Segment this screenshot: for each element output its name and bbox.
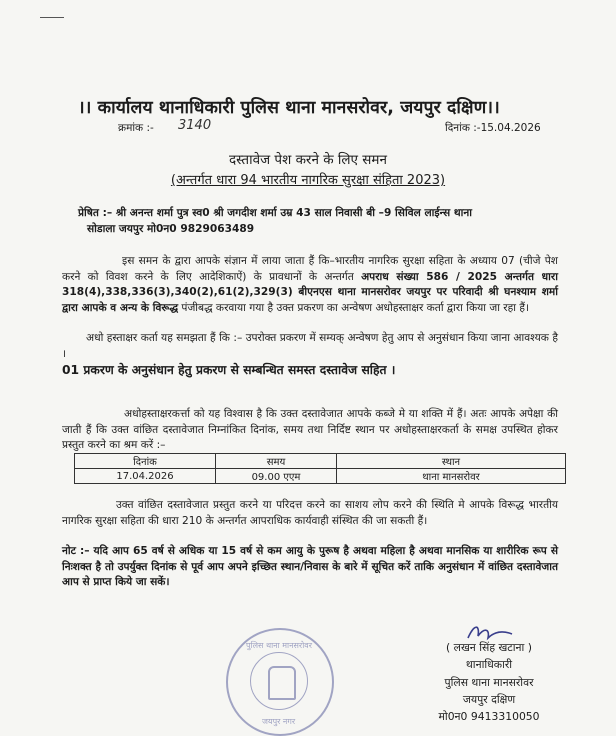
- signatory-phone: मो0न0 9413310050: [438, 710, 540, 723]
- seal-text-bottom: जयपुर नगर: [262, 717, 296, 726]
- cell-time: 09.00 एएम: [216, 469, 337, 484]
- schedule-row: [75, 469, 566, 484]
- seal-text-top: पुलिस थाना मानसरोवर: [246, 641, 312, 650]
- addressee-line-2: सोडाला जयपुर मो0न0 9829063489: [87, 223, 255, 235]
- emblem-icon: [268, 666, 296, 700]
- addressee-line-1: प्रेषित :– श्री अनन्त शर्मा पुत्र स्व0 श्री जगदीश शर्मा उम्र 43 साल निवासी बी –9 सिविल लाईन्स थाना: [78, 207, 472, 219]
- signatory-station: पुलिस थाना मानसरोवर: [444, 676, 534, 689]
- signatory-name: ( लखन सिंह खटाना ): [446, 641, 532, 654]
- issue-date: दिनांक :-15.04.2026: [445, 122, 541, 134]
- schedule-header-row: [75, 454, 566, 469]
- header-time: समय: [216, 454, 337, 469]
- cell-date: 17.04.2026: [75, 469, 216, 484]
- paragraph-investigation: अधो हस्ताक्षर कर्ता यह समझता हैं कि :– उपरोक्त प्रकरण में सम्यक् अन्वेषण हेतु आप से अनुसंधान किया जाना आवश्यक है ।: [62, 332, 558, 360]
- margin-mark: [40, 17, 64, 18]
- document-title: दस्तावेज पेश करने के लिए समन: [229, 152, 387, 168]
- signatory-district: जयपुर दक्षिण: [462, 693, 516, 706]
- header-place: स्थान: [337, 454, 566, 469]
- paragraph-request: अधोहस्ताक्षरकर्त्ता को यह विश्वास है कि उक्त दस्तावेजात आपके कब्जे मे या शक्ति में हैं। अतः आपके अपेक्षा की जाती हैं कि उक्त वांछित दस्तावेजात निम्नांकित दिनांक, समय तथा निर्दिष्ट स्थान पर अधोहस्ताक्षरकर्ता के समक्ष उपस्थित होकर प्रस्तुत करने का श्रम करें :–: [62, 408, 558, 451]
- document-subtitle: (अन्तर्गत धारा 94 भारतीय नागरिक सुरक्षा संहिता 2023): [170, 173, 446, 188]
- office-title: ।। कार्यालय थानाधिकारी पुलिस थाना मानसरोवर, जयपुर दक्षिण।।: [78, 98, 500, 118]
- header-date: दिनांक: [75, 454, 216, 469]
- paragraph-warning: उक्त वांछित दस्तावेजात प्रस्तुत करने या परिदत्त करने का साशय लोप करने की स्थिति मे आपके विरूद्ध भारतीय नागरिक सुरक्षा सहिता की धारा 210 के अन्तर्गत आपराधिक कार्यवाही संस्थित की जा सकती हैं।: [62, 499, 558, 527]
- cell-place: थाना मानसरोवर: [337, 469, 566, 484]
- police-station-seal: [226, 628, 334, 736]
- signatory-designation: थानाधिकारी: [465, 658, 513, 671]
- required-documents: 01 प्रकरण के अनुसंधान हेतु प्रकरण से सम्बन्धित समस्त दस्तावेज सहित ।: [62, 363, 396, 377]
- ref-number: 3140: [178, 118, 212, 133]
- note-paragraph: नोट :– यदि आप 65 वर्ष से अधिक या 15 वर्ष से कम आयु के पुरूष है अथवा महिला है अथवा मानसिक या शारीरिक रूप से निःशक्त है तो उपर्युक्त दिनांक से पूर्व आप अपने इच्छित स्थान/निवास के बारे में सूचित करें ताकि अनुसंधान में वांछित दस्तावेजात आप से प्राप्त किये जा सकें।: [62, 545, 558, 588]
- ref-label: क्रमांक :-: [118, 122, 154, 134]
- schedule-table: [74, 453, 566, 484]
- paragraph-case-details: इस समन के द्वारा आपके संज्ञान में लाया जाता हैं कि–भारतीय नागरिक सुरक्षा सहिता के अध्याय 07 (चीजे पेश करने को विवश करने के लिए आदेशिकाऐं) के प्रावधानों के अन्तर्गत अपराध संख्या 586 / 2025 अन्तर्गत धारा 318(4),338,336(3),340(2),61(2),329(3) बीएनएस थाना मानसरोवर जयपुर पर परिवादी श्री घनश्याम शर्मा द्वारा आपके व अन्य के विरूद्ध पंजीबद्ध करवाया गया है उक्त प्रकरण का अन्वेषण अधोहस्ताक्षर कर्ता द्वारा किया जा रहा हैं।: [62, 255, 559, 314]
